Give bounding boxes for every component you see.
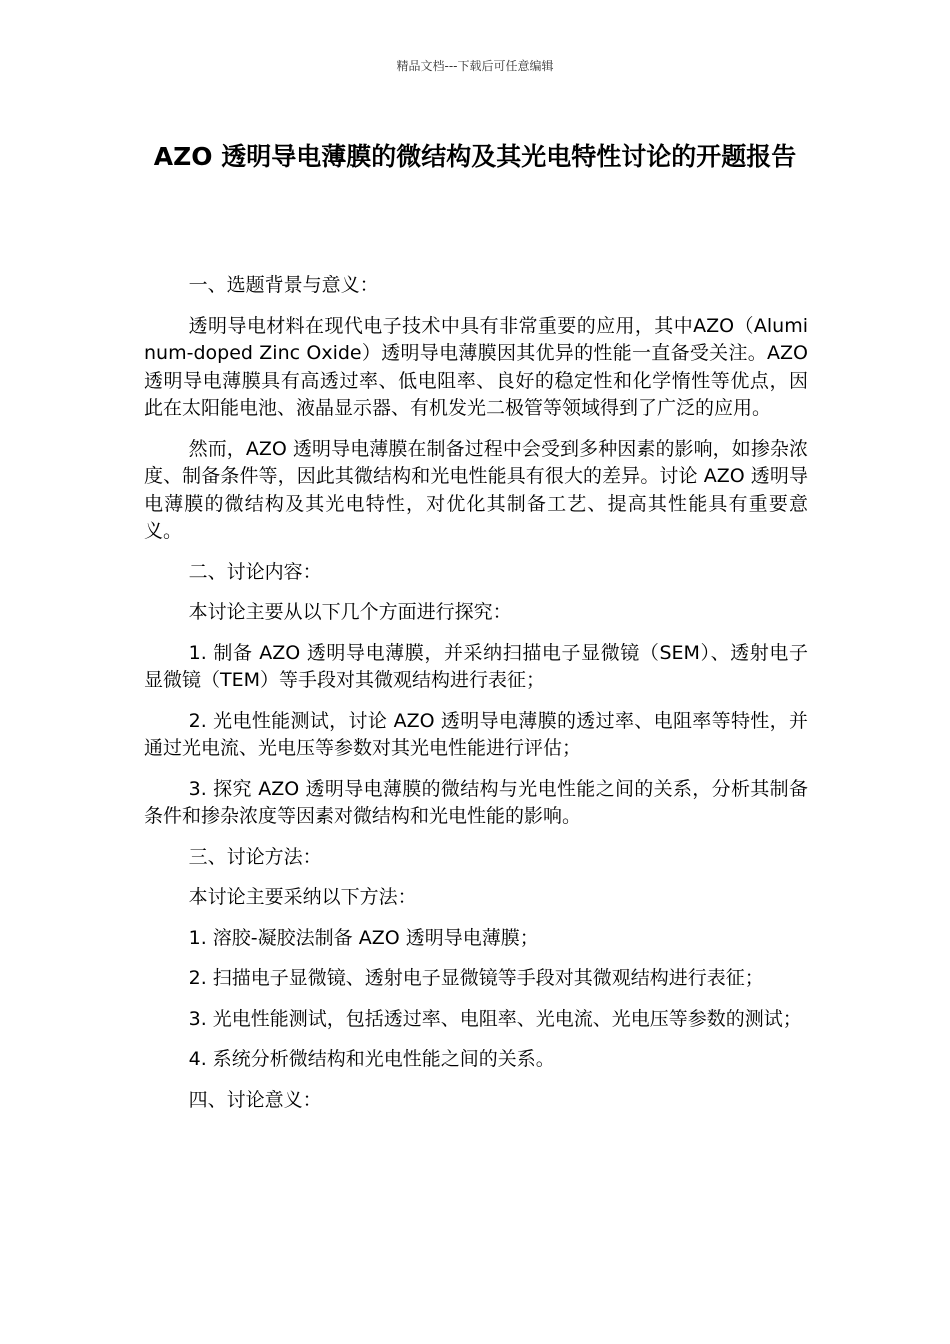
list-item-content-1: 1. 制备 AZO 透明导电薄膜，并采纳扫描电子显微镜（SEM）、透射电子显微镜（TEM）等手段对其微观结构进行表征； bbox=[144, 641, 808, 691]
paragraph-background-1: 透明导电材料在现代电子技术中具有非常重要的应用，其中AZO（Aluminum-doped Zinc Oxide）透明导电薄膜因其优异的性能一直备受关注。AZO 透明导电薄膜具有高透过率、低电阻率、良好的稳定性和化学惰性等优点，因此在太阳能电池、液晶显示器、有机发光二极管等领域得到了广泛的应用。 bbox=[144, 314, 808, 419]
section-heading-significance: 四、讨论意义： bbox=[188, 1088, 322, 1111]
paragraph-content-intro: 本讨论主要从以下几个方面进行探究： bbox=[188, 601, 512, 623]
section-heading-methods: 三、讨论方法： bbox=[188, 845, 322, 868]
paragraph-methods-intro: 本讨论主要采纳以下方法： bbox=[188, 886, 417, 908]
list-item-content-3: 3. 探究 AZO 透明导电薄膜的微结构与光电性能之间的关系，分析其制备条件和掺杂浓度等因素对微结构和光电性能的影响。 bbox=[144, 777, 808, 827]
paragraph-background-2: 然而，AZO 透明导电薄膜在制备过程中会受到多种因素的影响，如掺杂浓度、制备条件等，因此其微结构和光电性能具有很大的差异。讨论 AZO 透明导电薄膜的微结构及其光电特性，对优化其制备工艺、提高其性能具有重要意义。 bbox=[144, 437, 808, 542]
section-heading-content: 二、讨论内容： bbox=[188, 560, 322, 583]
document-title: AZO 透明导电薄膜的微结构及其光电特性讨论的开题报告 bbox=[153, 142, 797, 171]
list-item-methods-1: 1. 溶胶-凝胶法制备 AZO 透明导电薄膜； bbox=[188, 926, 539, 949]
list-item-methods-3: 3. 光电性能测试，包括透过率、电阻率、光电流、光电压等参数的测试； bbox=[188, 1007, 802, 1030]
list-item-content-2: 2. 光电性能测试，讨论 AZO 透明导电薄膜的透过率、电阻率等特性，并通过光电流、光电压等参数对其光电性能进行评估； bbox=[144, 709, 808, 759]
list-item-methods-2: 2. 扫描电子显微镜、透射电子显微镜等手段对其微观结构进行表征； bbox=[188, 967, 764, 989]
header-note: 精品文档---下载后可任意编辑 bbox=[396, 59, 554, 73]
list-item-methods-4: 4. 系统分析微结构和光电性能之间的关系。 bbox=[188, 1048, 555, 1070]
document-body bbox=[144, 272, 808, 1127]
section-heading-background: 一、选题背景与意义： bbox=[188, 274, 379, 296]
